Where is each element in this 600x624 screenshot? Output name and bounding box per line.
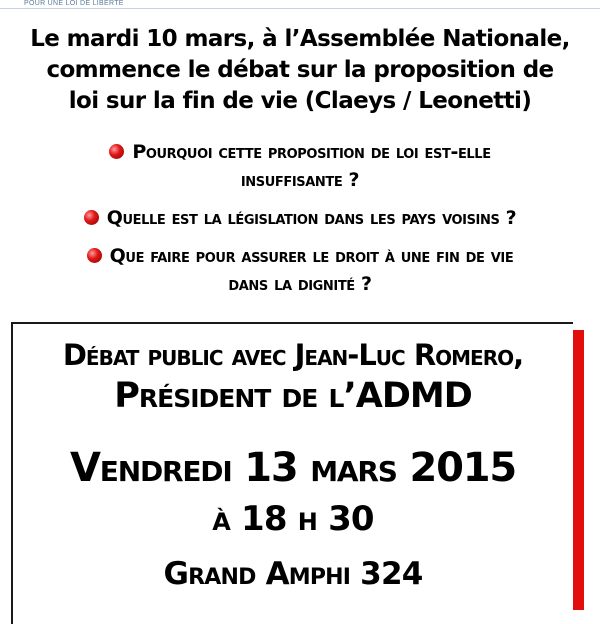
intro-line: Le mardi 10 mars, à l’Assemblée Nationale, — [30, 26, 570, 52]
intro-line: commence le débat sur la proposition de — [46, 57, 554, 83]
event-box — [11, 322, 573, 624]
event-date: Vendredi 13 mars 2015 — [70, 445, 516, 491]
question-text: Que faire pour assurer le droit à une fin de vie — [109, 245, 514, 267]
question-text: Pourquoi cette proposition de loi est-elle — [132, 141, 491, 163]
question-item — [0, 242, 600, 298]
question-list — [0, 138, 600, 308]
event-title-line1: Débat public avec Jean-Luc Romero, — [62, 338, 524, 372]
intro-line: loi sur la fin de vie (Claeys / Leonetti) — [68, 88, 532, 114]
question-item — [0, 138, 600, 194]
question-text: Quelle est la législation dans les pays voisins ? — [106, 207, 517, 229]
intro-heading — [20, 24, 580, 117]
question-text: dans la dignité ? — [228, 273, 372, 295]
question-item — [0, 204, 600, 232]
red-bullet-icon — [84, 210, 99, 225]
event-location: Grand Amphi 324 — [163, 556, 423, 592]
top-bar — [0, 0, 600, 9]
event-time: à 18 h 30 — [212, 499, 374, 539]
red-bullet-icon — [109, 144, 124, 159]
red-bullet-icon — [87, 248, 102, 263]
accent-red-bar — [572, 330, 584, 610]
event-title-line2: Président de l’ADMD — [114, 376, 472, 416]
header-tagline: POUR UNE LOI DE LIBERTÉ — [24, 0, 124, 7]
question-text: insuffisante ? — [240, 169, 360, 191]
